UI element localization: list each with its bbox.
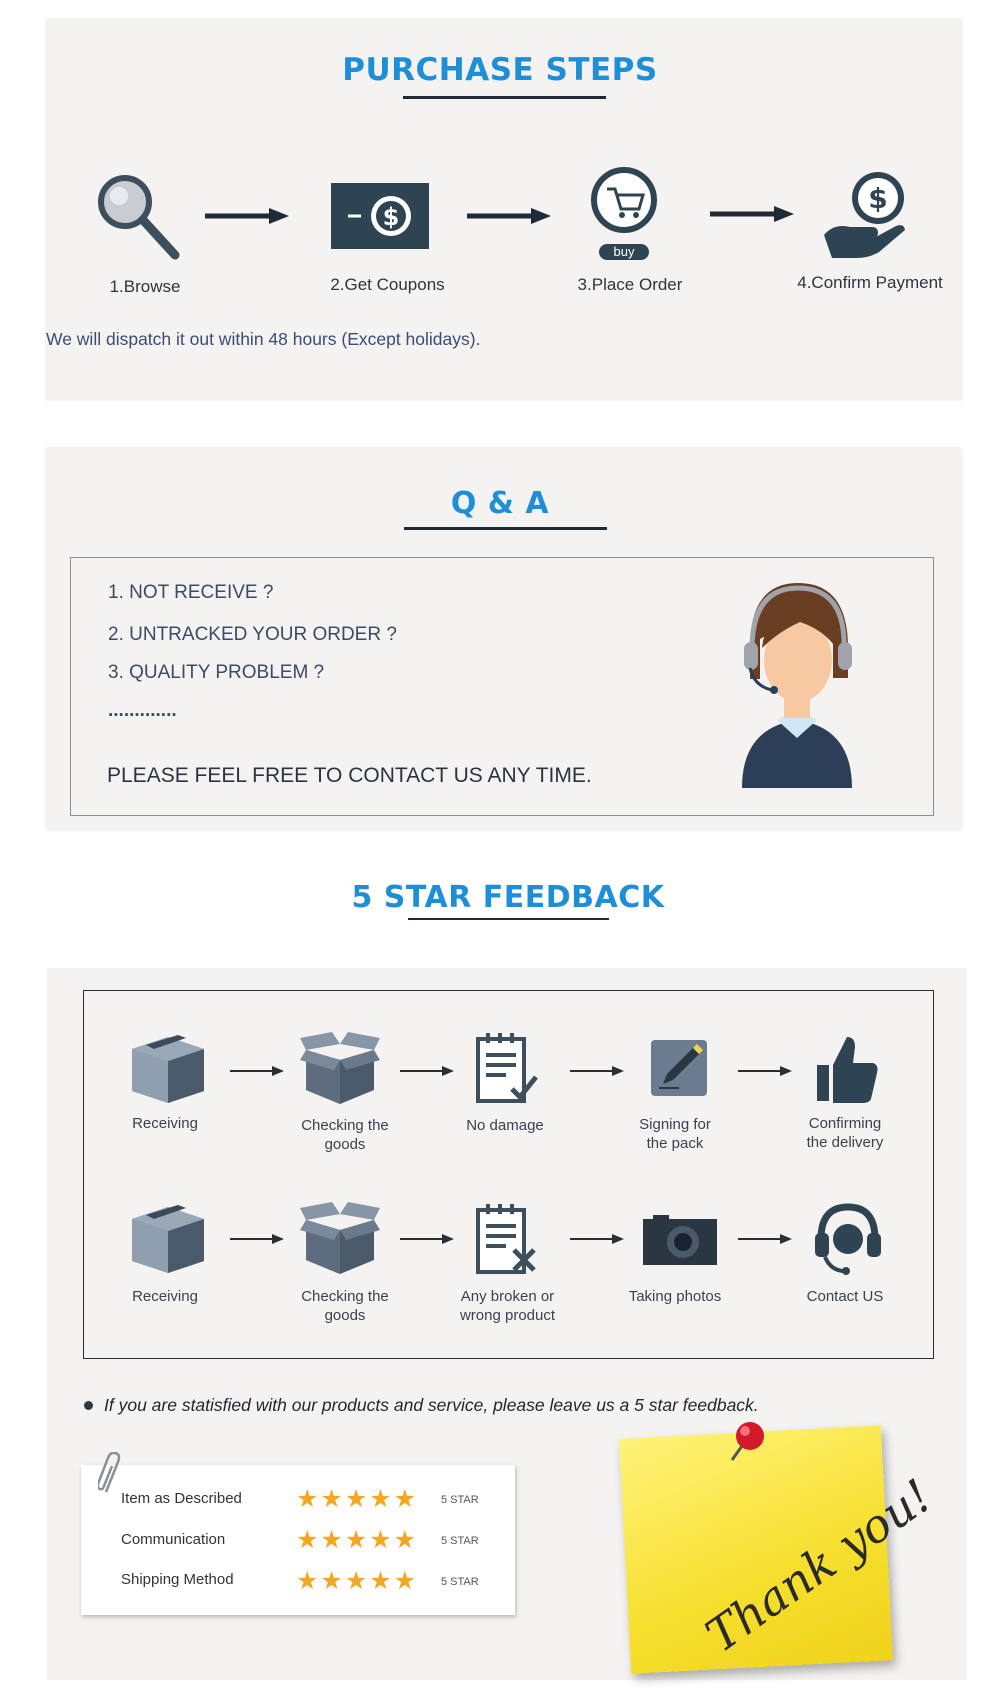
flow-arrow-icon bbox=[230, 1233, 284, 1245]
star-rating: ★★★★★ bbox=[296, 1567, 419, 1595]
flow-label: Signing for the pack bbox=[639, 1116, 711, 1152]
rating-tag: 5 STAR bbox=[441, 1576, 479, 1588]
rating-tag: 5 STAR bbox=[441, 1535, 479, 1547]
box-icon bbox=[130, 1033, 206, 1105]
qa-ellipsis: ............. bbox=[108, 700, 177, 721]
rating-label: Item as Described bbox=[121, 1490, 242, 1507]
flow-label: Receiving bbox=[132, 1115, 198, 1132]
flow-label: Checking the goods bbox=[301, 1288, 389, 1324]
clipboard-check-icon bbox=[476, 1033, 542, 1105]
flow-arrow-icon bbox=[570, 1065, 624, 1077]
rating-label: Shipping Method bbox=[121, 1571, 234, 1588]
flow-label: Any broken or wrong product bbox=[459, 1288, 556, 1324]
push-pin-icon bbox=[726, 1418, 770, 1464]
flow-arrow-icon bbox=[570, 1233, 624, 1245]
thumbs-up-icon bbox=[815, 1035, 879, 1103]
flow-label: Receiving bbox=[132, 1288, 198, 1305]
flow-label: Checking the goods bbox=[301, 1117, 389, 1153]
step-label-confirm-payment: 4.Confirm Payment bbox=[797, 273, 943, 292]
clipboard-x-icon bbox=[476, 1204, 542, 1276]
bullet-dot bbox=[84, 1401, 93, 1410]
flow-arrow-icon bbox=[738, 1065, 792, 1077]
magnifier-icon bbox=[95, 172, 185, 262]
feedback-title-rule bbox=[408, 918, 609, 920]
box-icon bbox=[130, 1203, 206, 1275]
qa-title: Q & A bbox=[450, 486, 550, 521]
step-label-coupons: 2.Get Coupons bbox=[330, 275, 445, 294]
arrow-right-icon bbox=[205, 207, 289, 225]
open-box-icon bbox=[300, 1200, 380, 1276]
qa-line: 1. NOT RECEIVE ? bbox=[108, 582, 274, 603]
support-agent-icon bbox=[722, 578, 872, 788]
step-label-place-order: 3.Place Order bbox=[577, 275, 683, 294]
rating-card bbox=[81, 1465, 515, 1615]
rating-label: Communication bbox=[121, 1531, 226, 1548]
flow-arrow-icon bbox=[400, 1065, 454, 1077]
purchase-title-rule bbox=[403, 96, 606, 99]
arrow-right-icon bbox=[710, 205, 794, 223]
flow-arrow-icon bbox=[230, 1065, 284, 1077]
flow-arrow-icon bbox=[738, 1233, 792, 1245]
flow-arrow-icon bbox=[400, 1233, 454, 1245]
rating-tag: 5 STAR bbox=[441, 1494, 479, 1506]
flow-label: Contact US bbox=[806, 1288, 884, 1305]
flow-label: Confirming the delivery bbox=[806, 1115, 884, 1151]
open-box-icon bbox=[300, 1030, 380, 1106]
buy-badge-label: buy bbox=[613, 244, 635, 259]
star-rating: ★★★★★ bbox=[296, 1485, 419, 1513]
camera-icon bbox=[643, 1215, 717, 1265]
dispatch-note: We will dispatch it out within 48 hours (Except holidays). bbox=[46, 329, 481, 349]
feedback-title: 5 STAR FEEDBACK bbox=[351, 880, 665, 915]
svg-text:$: $ bbox=[868, 182, 888, 215]
hand-dollar-icon bbox=[818, 165, 914, 261]
qa-line: 2. UNTRACKED YOUR ORDER ? bbox=[108, 624, 397, 645]
headset-icon bbox=[813, 1203, 883, 1275]
purchase-steps-title: PURCHASE STEPS bbox=[342, 52, 658, 88]
star-rating: ★★★★★ bbox=[296, 1526, 419, 1554]
flow-label: No damage bbox=[466, 1117, 544, 1134]
qa-contact-text: PLEASE FEEL FREE TO CONTACT US ANY TIME. bbox=[107, 764, 592, 787]
feedback-request-text: If you are statisfied with our products and service, please leave us a 5 star feedback. bbox=[104, 1395, 759, 1415]
paperclip-icon bbox=[98, 1452, 124, 1496]
step-label-browse: 1.Browse bbox=[109, 277, 181, 296]
svg-text:$: $ bbox=[382, 203, 400, 231]
qa-title-rule bbox=[404, 527, 607, 530]
thank-you-text: Thank you! bbox=[696, 1468, 942, 1663]
coupon-icon bbox=[331, 183, 429, 249]
flow-label: Taking photos bbox=[628, 1288, 722, 1305]
qa-line: 3. QUALITY PROBLEM ? bbox=[108, 662, 325, 683]
pen-sign-icon bbox=[649, 1038, 709, 1098]
arrow-right-icon bbox=[467, 207, 551, 225]
